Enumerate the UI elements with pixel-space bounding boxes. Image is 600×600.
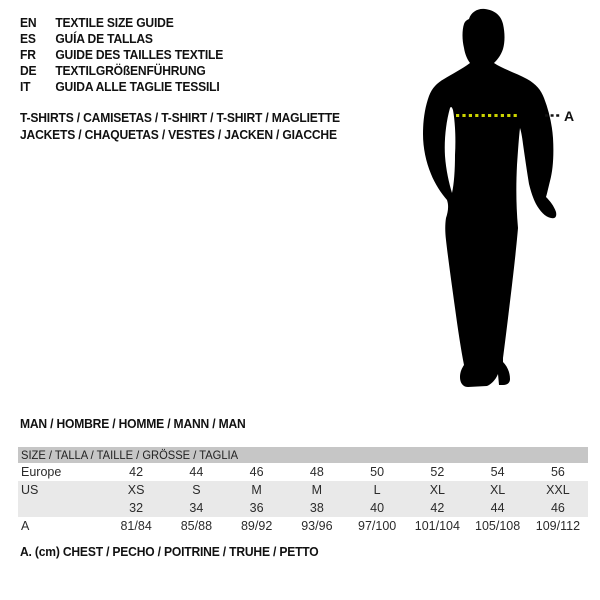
- size-cell: 81/84: [106, 517, 166, 535]
- language-code: ES: [20, 31, 36, 46]
- language-row-es: [20, 31, 223, 47]
- size-cell: 101/104: [407, 517, 467, 535]
- size-cell: 52: [407, 463, 467, 481]
- size-cell: 97/100: [347, 517, 407, 535]
- size-table-header: SIZE / TALLA / TAILLE / GRÖSSE / TAGLIA: [21, 448, 239, 462]
- size-cell: 85/88: [166, 517, 226, 535]
- size-cell: 93/96: [287, 517, 347, 535]
- row-label: A: [18, 517, 106, 535]
- size-table-row-us: [18, 481, 588, 499]
- row-label: US: [18, 481, 106, 499]
- size-cell: M: [227, 481, 287, 499]
- language-code: IT: [20, 79, 31, 94]
- size-cell: 105/108: [468, 517, 528, 535]
- size-cell: 42: [407, 499, 467, 517]
- language-label: TEXTILGRÖßENFÜHRUNG: [55, 63, 206, 78]
- section-title: MAN / HOMBRE / HOMME / MANN / MAN: [20, 416, 246, 431]
- product-type-tshirts: T-SHIRTS / CAMISETAS / T-SHIRT / T-SHIRT / MAGLIETTE: [20, 110, 340, 125]
- size-cell: 109/112: [528, 517, 588, 535]
- language-row-en: [20, 15, 223, 31]
- language-row-it: [20, 79, 223, 95]
- size-cell: 40: [347, 499, 407, 517]
- size-cell: 56: [528, 463, 588, 481]
- size-cell: 38: [287, 499, 347, 517]
- size-cell: 32: [106, 499, 166, 517]
- measurement-footnote: A. (cm) CHEST / PECHO / POITRINE / TRUHE / PETTO: [20, 544, 319, 559]
- language-list: [20, 15, 238, 95]
- size-cell: 54: [468, 463, 528, 481]
- language-label: GUIDA ALLE TAGLIE TESSILI: [55, 79, 220, 94]
- language-code: EN: [20, 15, 37, 30]
- size-cell: 44: [166, 463, 226, 481]
- size-table-row-europe: [18, 463, 588, 481]
- size-cell: 42: [106, 463, 166, 481]
- man-silhouette: [395, 0, 600, 410]
- language-code: FR: [20, 47, 36, 62]
- measurement-a-label: A: [564, 108, 575, 124]
- language-row-de: [20, 63, 223, 79]
- size-cell: XL: [407, 481, 467, 499]
- size-cell: 34: [166, 499, 226, 517]
- size-cell: 46: [528, 499, 588, 517]
- size-table-header-row: [18, 447, 588, 463]
- size-cell: 50: [347, 463, 407, 481]
- row-label: [18, 499, 106, 517]
- product-types: [20, 110, 364, 143]
- size-table-row-numeric: [18, 499, 588, 517]
- size-cell: 36: [227, 499, 287, 517]
- size-cell: L: [347, 481, 407, 499]
- size-table-row-a-chest: [18, 517, 588, 535]
- language-label: TEXTILE SIZE GUIDE: [55, 15, 174, 30]
- man-silhouette-shape: [423, 9, 556, 387]
- size-cell: S: [166, 481, 226, 499]
- size-cell: 48: [287, 463, 347, 481]
- size-cell: XS: [106, 481, 166, 499]
- language-label: GUÍA DE TALLAS: [55, 31, 153, 46]
- size-cell: 44: [468, 499, 528, 517]
- size-cell: XL: [468, 481, 528, 499]
- size-table: [18, 447, 588, 535]
- language-label: GUIDE DES TAILLES TEXTILE: [55, 47, 224, 62]
- size-cell: XXL: [528, 481, 588, 499]
- product-type-jackets: JACKETS / CHAQUETAS / VESTES / JACKEN / GIACCHE: [20, 126, 337, 142]
- row-label: Europe: [18, 463, 106, 481]
- language-row-fr: [20, 47, 223, 63]
- size-cell: M: [287, 481, 347, 499]
- language-code: DE: [20, 63, 37, 78]
- size-cell: 89/92: [227, 517, 287, 535]
- size-cell: 46: [227, 463, 287, 481]
